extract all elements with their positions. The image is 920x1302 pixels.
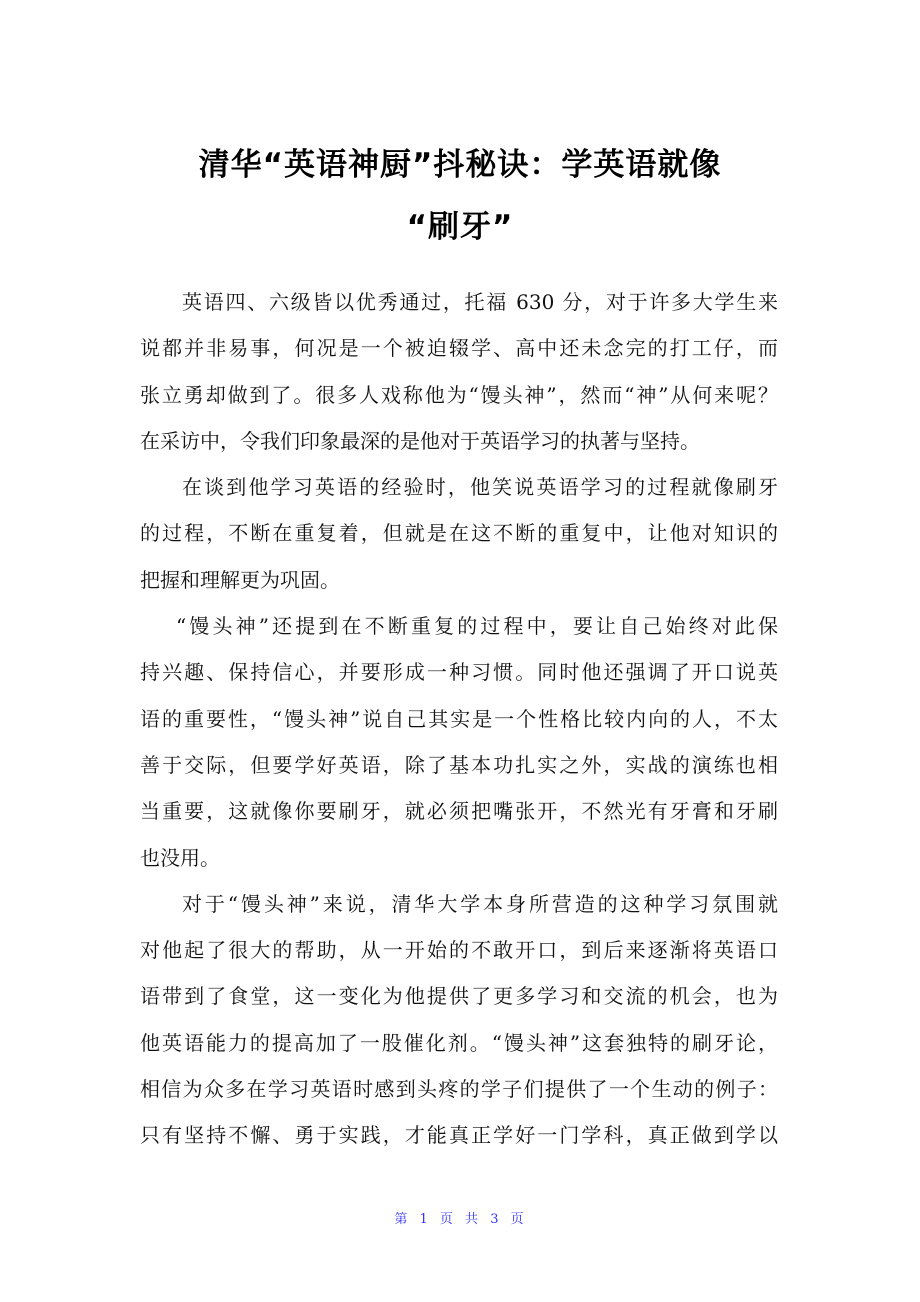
title-line-1: 清华“英语神厨”抖秘诀：学英语就像	[198, 147, 722, 183]
page-number-footer: 第 1 页 共 3 页	[394, 1212, 526, 1227]
paragraph-1-line-4: 在采访中，令我们印象最深的是他对于英语学习的执著与坚持。	[140, 428, 700, 453]
paragraph-3-line-3: 语的重要性，“馒头神”说自己其实是一个性格比较内向的人，不太	[140, 706, 778, 731]
paragraph-3-line-6: 也没用。	[140, 845, 220, 870]
paragraph-4-line-5: 相信为众多在学习英语时感到头疼的学子们提供了一个生动的例子：	[140, 1077, 778, 1102]
paragraph-3-line-4: 善于交际，但要学好英语，除了基本功扎实之外，实战的演练也相	[140, 752, 778, 777]
paragraph-3-line-5: 当重要，这就像你要刷牙，就必须把嘴张开，不然光有牙膏和牙刷	[140, 799, 778, 824]
paragraph-3-line-1: “馒头神”还提到在不断重复的过程中，要让自己始终对此保	[176, 614, 778, 639]
paragraph-3-line-2: 持兴趣、保持信心，并要形成一种习惯。同时他还强调了开口说英	[140, 660, 778, 685]
paragraph-4-line-2: 对他起了很大的帮助，从一开始的不敢开口，到后来逐渐将英语口	[140, 938, 778, 963]
title-line-2: “刷牙”	[406, 209, 514, 245]
paragraph-4-line-3: 语带到了食堂，这一变化为他提供了更多学习和交流的机会，也为	[140, 984, 778, 1009]
paragraph-2-line-1: 在谈到他学习英语的经验时，他笑说英语学习的过程就像刷牙	[182, 475, 778, 500]
paragraph-1-line-1: 英语四、六级皆以优秀通过，托福 630 分，对于许多大学生来	[182, 290, 778, 314]
paragraph-1-line-3: 张立勇却做到了。很多人戏称他为“馒头神”，然而“神”从何来呢？	[140, 382, 778, 407]
paragraph-4-line-4: 他英语能力的提高加了一股催化剂。“馒头神”这套独特的刷牙论，	[140, 1030, 778, 1055]
paragraph-2-line-2: 的过程，不断在重复着，但就是在这不断的重复中，让他对知识的	[140, 521, 778, 546]
paragraph-4-line-1: 对于“馒头神”来说，清华大学本身所营造的这种学习氛围就	[182, 891, 778, 916]
paragraph-2-line-3: 把握和理解更为巩固。	[140, 567, 340, 592]
article-body	[140, 289, 778, 1169]
paragraph-4-line-6: 只有坚持不懈、勇于实践，才能真正学好一门学科，真正做到学以	[140, 1123, 778, 1148]
paragraph-1-line-2: 说都并非易事，何况是一个被迫辍学、高中还未念完的打工仔，而	[140, 336, 778, 361]
